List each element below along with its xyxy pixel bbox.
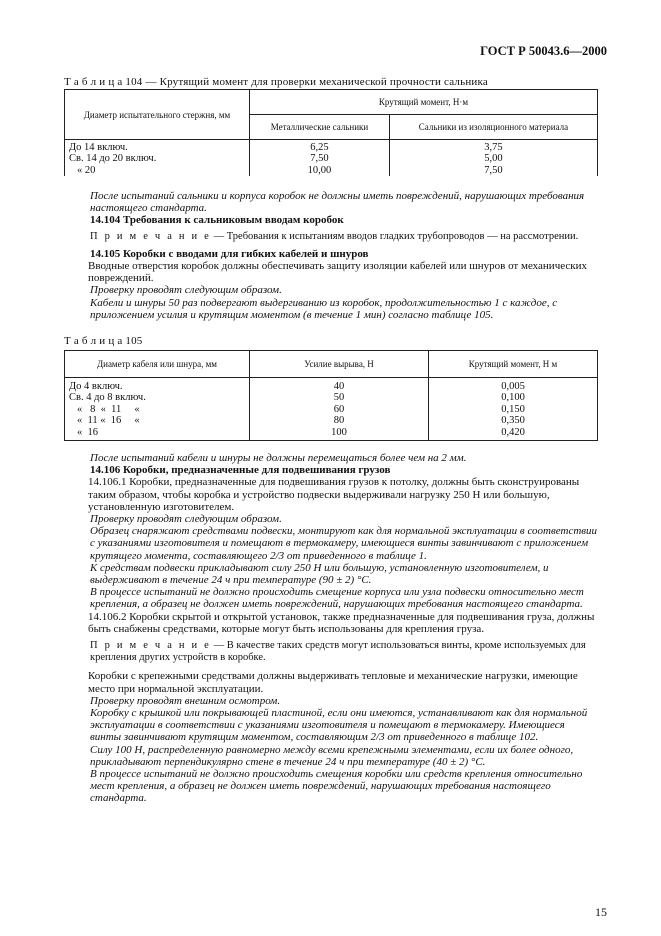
text-section-2 [90,452,598,805]
note-label: П р и м е ч а н и е [90,640,212,652]
paragraph: К средствам подвески прикладывают силу 250 Н или большую, установленную изготовителем, и выдерживают в течение 24 ч при температуре (90 ± 2) °С. [90,561,549,587]
note-14-104 [90,231,598,243]
table-105-col-torque [429,378,598,441]
table-cell: 0,150 [501,403,525,415]
table-104-header-insulating: Сальники из изоляционного материала [389,115,597,140]
table-cell: « 8 « 11 « [77,403,140,415]
table-cell: 80 [333,415,345,427]
paragraph: Проверку проводят внешним осмотром. [90,694,281,707]
table-cell: 50 [333,392,345,404]
table-104 [64,89,598,176]
table-cell: 0,350 [501,415,525,427]
page-number: 15 [595,905,607,919]
table-cell: 0,420 [501,426,525,438]
paragraph: В процессе испытаний не должно происходить смещения коробки или средств крепления относительно мест крепления, а образец не должен иметь повреждений, нарушающих требования настоящего стандарта. [90,768,583,805]
table-cell: 10,00 [307,164,332,176]
table-cell: Св. 4 до 8 включ. [69,392,146,404]
paragraph: После испытаний сальники и корпуса коробок не должны иметь повреждений, нарушающих требования настоящего стандарта. [90,190,585,215]
paragraph: 14.106.2 Коробки скрытой и открытой установок, также предназначенные для подвешивания груза, должны быть снабжены средствами, которые могут быть использованы для крепления груза. [88,610,595,635]
table-cell: 6,25 [310,142,329,153]
paragraph: Кабели и шнуры 50 раз подвергают выдергиванию из коробок, продолжительностью 1 с каждое, с приложением усилия и крутящим моментом (в течение 1 мин) согласно таблице 105. [90,296,558,321]
heading-14-105: 14.105 Коробки с вводами для гибких кабелей и шнуров [90,247,369,260]
paragraph: Коробки с крепежными средствами должны выдерживать тепловые и механические нагрузки, имеющие место при нормальной эксплуатации. [88,670,578,695]
table-cell: 3,75 [484,142,503,153]
table-105-caption: Т а б л и ц а 105 [64,335,143,347]
paragraph: Проверку проводят следующим образом. [90,284,282,297]
table-cell: 5,00 [484,153,503,165]
table-104-header-torque: Крутящий момент, Н·м [250,90,598,115]
paragraph: Образец снаряжают средствами подвески, монтируют как для нормальной эксплуатации в соответствии с указаниями изготовителя и помещают в термокамеру, имеющиеся винты завинчивают с приложением крутящего момента, составляющего 2/3 от приведенного в таблице 1. [90,525,598,562]
note-label: П р и м е ч а н и е [90,230,212,242]
table-104-caption: Т а б л и ц а 104 — Крутящий момент для проверки механической прочности сальника [64,76,488,88]
paragraph: После испытаний кабели и шнуры не должны перемещаться более чем на 2 мм. [90,452,467,464]
paragraph: Коробку с крышкой или покрывающей пластиной, если они имеются, устанавливают как для нормальной эксплуатации в соответствии с указаниями изготовителя и помещают в термокамеру. Имеющиеся винты завинчивают крутящим моментом, составляющим 2/3 от приведенного в таблице 102. [90,707,588,744]
table-cell: « 16 [77,426,98,438]
note-14-106-2 [90,640,598,664]
table-105 [64,350,598,441]
table-cell: До 14 включ. [69,142,128,153]
table-cell: Св. 14 до 20 включ. [69,153,157,165]
note-text: — В качестве таких средств могут использоваться винты, кроме используемых для крепления других устройств в коробке. [90,640,586,664]
table-105-header-diameter: Диаметр кабеля или шнура, мм [65,351,250,378]
table-105-header-force: Усилие вырыва, Н [250,351,429,378]
table-104-col-diameter [65,140,250,177]
table-cell: 60 [333,403,345,415]
table-cell: « 20 [77,164,96,176]
paragraph: 14.106.1 Коробки, предназначенные для подвешивания грузов к потолку, должны быть сконструированы таким образом, чтобы коробка и устройство подвески выдерживали нагрузку 250 Н или большую, установленную изготовителем. [88,476,580,513]
paragraph: Вводные отверстия коробок должны обеспечивать защиту изоляции кабелей или шнуров от механических повреждений. [88,260,587,285]
heading-14-106: 14.106 Коробки, предназначенные для подвешивания грузов [90,464,391,477]
table-cell: « 11 « 16 « [77,415,140,427]
table-cell: 7,50 [310,153,329,165]
table-cell: 0,005 [501,381,525,392]
heading-14-104: 14.104 Требования к сальниковым вводам коробок [90,214,344,227]
document-header: ГОСТ Р 50043.6—2000 [480,44,607,58]
table-cell: 7,50 [484,164,503,176]
table-104-col-metal [250,140,390,177]
table-105-header-torque: Крутящий момент, Н м [429,351,598,378]
paragraph: Проверку проводят следующим образом. [90,513,282,526]
paragraph: Силу 100 Н, распределенную равномерно между всеми крепежными элементами, если их более одного, прикладывают перпендикулярно стене в течение 24 ч при температуре (40 ± 2) °С. [90,743,574,768]
note-text: — Требования к испытаниям вводов гладких трубопроводов — на рассмотрении. [211,230,579,242]
table-cell: 100 [331,426,347,438]
text-section-1 [90,190,598,321]
table-105-col-diameter [65,378,250,441]
paragraph: В процессе испытаний не должно происходить смещение корпуса или узла подвески относительно мест крепления, а образец не должен иметь повреждений, нарушающих требования настоящего стандарта. [90,586,584,611]
table-104-col-insulating [389,140,597,177]
table-cell: 40 [333,381,345,392]
table-104-header-diameter: Диаметр испытательного стержня, мм [65,90,250,140]
table-104-header-metal: Металлические сальники [250,115,390,140]
table-cell: До 4 включ. [69,381,123,392]
table-105-col-force [250,378,429,441]
table-cell: 0,100 [501,392,525,404]
